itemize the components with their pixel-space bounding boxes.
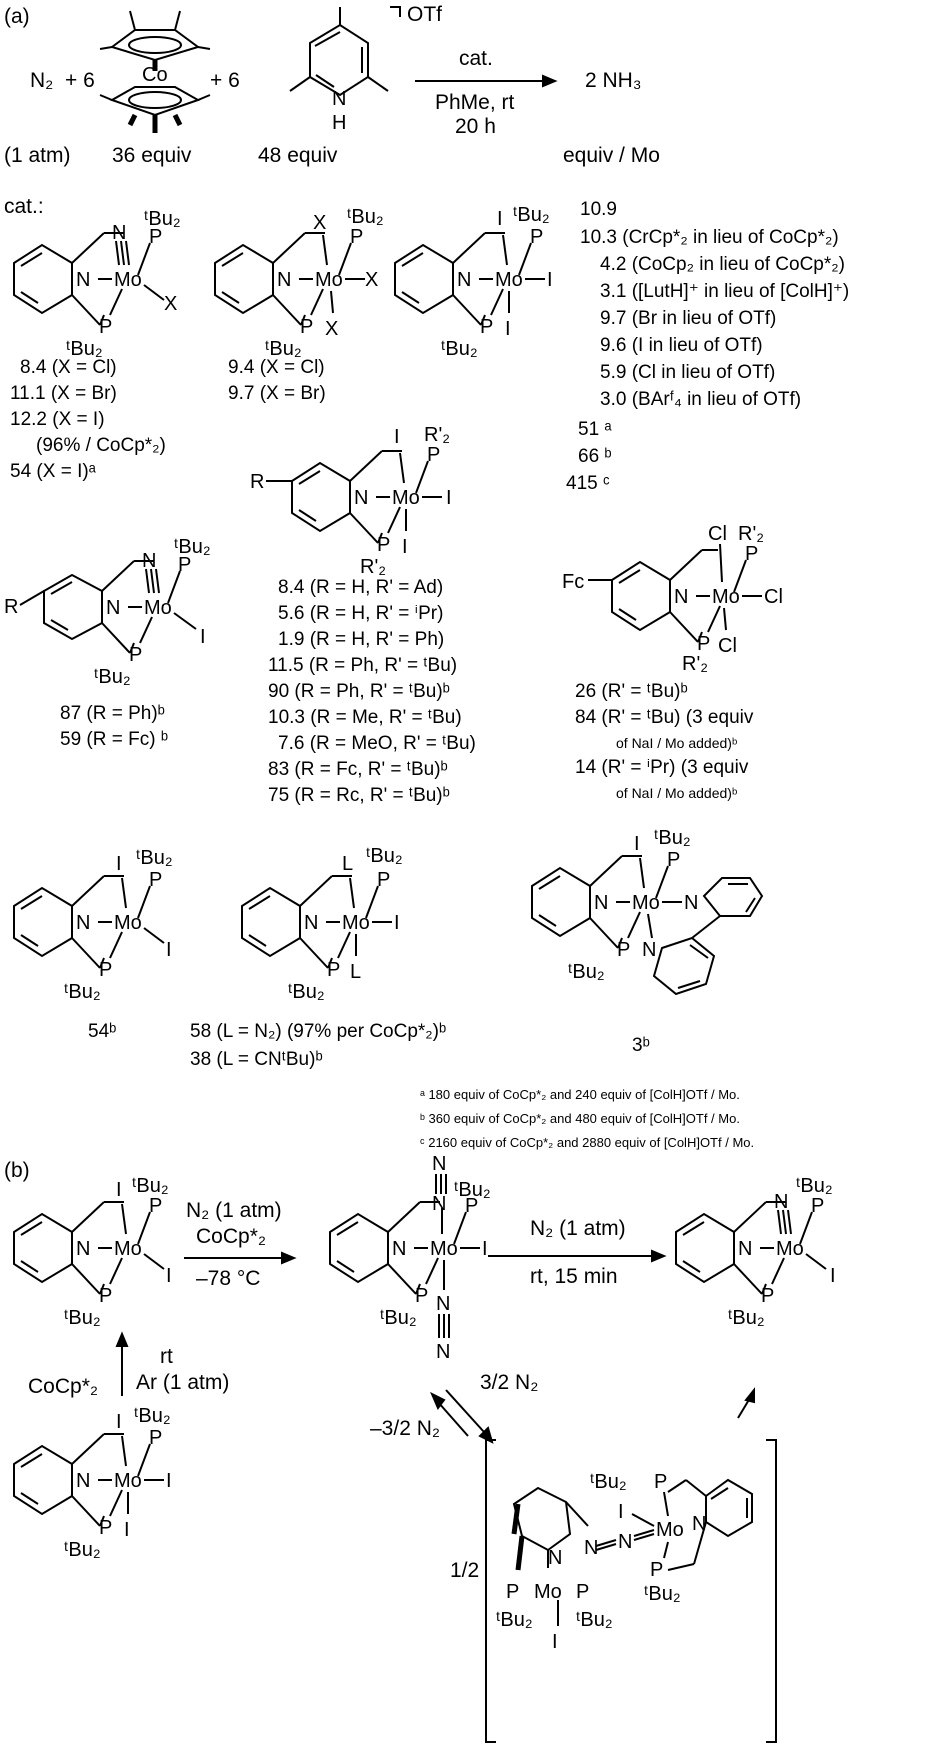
svg-text:P: P [129,644,143,666]
cocp2-equiv: 36 equiv [112,144,192,167]
value-line: 54 (X = I)ᵃ [10,461,96,482]
svg-text:I: I [116,1411,122,1433]
svg-text:P: P [149,869,163,891]
svg-text:P: P [149,226,163,248]
footnote-a: ᵃ 180 equiv of CoCp*₂ and 240 equiv of [ColH]OTf / Mo. [420,1087,740,1102]
svg-text:R'₂: R'₂ [360,556,387,578]
footnote-c: ᶜ 2160 equiv of CoCp*₂ and 2880 equiv of [ColH]OTf / Mo. [420,1135,755,1150]
solvent-temp: PhMe, rt [435,91,515,114]
svg-text:ᵗBu₂: ᵗBu₂ [568,961,605,983]
svg-text:I: I [394,426,400,448]
svg-text:I: I [830,1265,836,1287]
svg-text:N: N [738,1238,753,1260]
catalyst-4-structure [4,525,244,695]
catalyst-9-structure [522,818,782,1018]
b-up-arrow [115,1334,129,1396]
svg-text:I: I [166,939,172,961]
catalyst-7-structure [4,838,204,1008]
svg-text:P: P [178,554,192,576]
panel-a-label: (a) [4,5,30,28]
value-line: 90 (R = Ph, R' = ᵗBu)ᵇ [268,681,450,702]
svg-text:Mo: Mo [392,487,420,509]
svg-text:I: I [166,1265,172,1287]
cat-list-label: cat.: [4,195,44,218]
value-line: 1.9 (R = H, R' = Ph) [278,629,445,650]
svg-text:N: N [548,1547,563,1569]
b-up-atmosphere: Ar (1 atm) [136,1371,230,1394]
svg-text:X: X [365,269,379,291]
catalyst-6-structure [562,500,802,675]
b-arrow-2 [488,1251,664,1261]
svg-text:Mo: Mo [776,1238,804,1260]
svg-text:P: P [427,444,441,466]
collidinium-structure [250,5,400,140]
value-line: 59 (R = Fc) ᵇ [60,729,168,750]
svg-text:ᵗBu₂: ᵗBu₂ [64,1307,101,1329]
svg-text:Mo: Mo [315,269,343,291]
svg-text:P: P [99,316,113,338]
b-step2-n2: N₂ (1 atm) [530,1217,626,1240]
svg-text:Cl: Cl [718,635,737,657]
value-line: 3.1 ([LutH]⁺ in lieu of [ColH]⁺) [600,281,850,302]
svg-text:ᵗBu₂: ᵗBu₂ [347,206,384,228]
value-line: 8.4 (X = Cl) [20,357,117,378]
svg-text:I: I [497,208,503,230]
svg-text:Mo: Mo [495,269,523,291]
reactant-n2: N₂ [30,69,54,92]
svg-text:Mo: Mo [632,892,660,914]
svg-text:R: R [4,596,19,618]
svg-text:L: L [342,853,354,875]
value-line: 4.2 (CoCp₂ in lieu of CoCp*₂) [600,254,845,275]
svg-text:P: P [761,1285,775,1307]
b-up-reductant: CoCp*₂ [28,1375,99,1398]
svg-text:P: P [667,849,681,871]
coefficient-cocp: + 6 [65,69,95,92]
svg-text:N: N [76,1238,91,1260]
svg-text:ᵗBu₂: ᵗBu₂ [380,1307,417,1329]
svg-text:P: P [745,543,759,565]
svg-text:N: N [76,912,91,934]
value-line: 11.1 (X = Br) [10,383,117,404]
n2-pressure: (1 atm) [4,144,71,167]
reaction-arrow [415,76,555,86]
value-line: 7.6 (R = MeO, R' = ᵗBu) [278,733,476,754]
svg-text:ᵗBu₂: ᵗBu₂ [513,204,550,226]
svg-text:N: N [684,892,699,914]
svg-text:ᵗBu₂: ᵗBu₂ [496,1609,533,1631]
svg-text:ᵗBu₂: ᵗBu₂ [366,845,403,867]
svg-text:ᵗBu₂: ᵗBu₂ [132,1175,169,1197]
svg-text:P: P [377,869,391,891]
svg-text:I: I [116,853,122,875]
value-line: 10.3 (R = Me, R' = ᵗBu) [268,707,462,728]
svg-text:R'₂: R'₂ [682,653,709,675]
svg-text:N: N [432,1193,447,1215]
value-line: of NaI / Mo added)ᵇ [616,735,738,751]
svg-text:I: I [446,487,452,509]
value-line: 87 (R = Ph)ᵇ [60,703,165,724]
svg-text:P: P [99,1517,113,1539]
svg-text:N: N [642,939,657,961]
reaction-time: 20 h [455,115,496,138]
value-line: 415 ᶜ [566,473,610,494]
svg-text:P: P [697,633,711,655]
svg-text:I: I [505,318,511,340]
svg-text:I: I [618,1501,624,1523]
svg-text:N: N [76,1470,91,1492]
b-eq-loss: 3/2 N₂ [480,1371,539,1394]
value-line: 9.6 (I in lieu of OTf) [600,335,763,356]
svg-text:ᵗBu₂: ᵗBu₂ [288,981,325,1003]
svg-text:N: N [304,912,319,934]
svg-text:N: N [692,1513,707,1535]
catalyst-9-value: 3ᵇ [632,1035,650,1056]
svg-text:Mo: Mo [114,1238,142,1260]
value-line: 38 (L = CNᵗBu)ᵇ [190,1049,323,1070]
svg-text:ᵗBu₂: ᵗBu₂ [94,666,131,688]
svg-text:Mo: Mo [430,1238,458,1260]
b-bisn2-structure [320,1153,500,1378]
b-dimer-structure [496,1430,776,1740]
value-line: 75 (R = Rc, R' = ᵗBu)ᵇ [268,785,450,806]
catalyst-8-structure [232,838,432,1008]
svg-text:P: P [327,959,341,981]
svg-text:ᵗBu₂: ᵗBu₂ [454,1179,491,1201]
svg-text:R: R [250,471,265,493]
svg-text:P: P [480,316,494,338]
value-line: 11.5 (R = Ph, R' = ᵗBu) [268,655,458,676]
svg-text:ᵗBu₂: ᵗBu₂ [64,1539,101,1561]
svg-text:ᵗBu₂: ᵗBu₂ [144,208,181,230]
svg-text:Mo: Mo [114,269,142,291]
svg-text:N: N [106,597,121,619]
value-line: 8.4 (R = H, R' = Ad) [278,577,444,598]
svg-text:ᵗBu₂: ᵗBu₂ [654,827,691,849]
svg-text:ᵗBu₂: ᵗBu₂ [134,1405,171,1427]
svg-text:N: N [432,1153,447,1175]
svg-text:I: I [394,912,400,934]
svg-text:N: N [142,550,157,572]
svg-text:Cl: Cl [764,586,783,608]
svg-text:N: N [594,892,609,914]
svg-text:ᵗBu₂: ᵗBu₂ [66,338,103,360]
svg-text:ᵗBu₂: ᵗBu₂ [136,847,173,869]
svg-text:P: P [650,1559,664,1581]
b-start-structure [4,1175,204,1330]
svg-text:P: P [377,534,391,556]
value-line: 10.9 [580,199,617,220]
panel-b-label: (b) [4,1159,30,1182]
catalyst-label: cat. [459,47,493,70]
b-moi3-structure [4,1400,204,1560]
svg-text:ᵗBu₂: ᵗBu₂ [441,338,478,360]
value-line: 14 (R' = ⁱPr) (3 equiv [575,757,749,778]
svg-text:Mo: Mo [656,1519,684,1541]
svg-text:P: P [99,959,113,981]
svg-text:Fc: Fc [562,571,585,593]
svg-text:N: N [277,269,292,291]
nh-hydrogen: H [332,112,347,134]
svg-text:ᵗBu₂: ᵗBu₂ [265,338,302,360]
svg-text:Cl: Cl [708,523,727,545]
triflate-counterion: OTf [407,3,442,26]
svg-text:N: N [76,269,91,291]
svg-text:Mo: Mo [342,912,370,934]
b-step1-temp: –78 °C [196,1267,261,1290]
coefficient-lutidinium: + 6 [210,69,240,92]
svg-text:ᵗBu₂: ᵗBu₂ [796,1175,833,1197]
svg-text:P: P [149,1195,163,1217]
svg-text:ᵗBu₂: ᵗBu₂ [64,981,101,1003]
lutidinium-equiv: 48 equiv [258,144,338,167]
catalyst-2-structure [205,195,405,360]
svg-text:N: N [392,1238,407,1260]
svg-text:Mo: Mo [114,1470,142,1492]
b-eq-gain: –3/2 N₂ [370,1417,441,1440]
value-line: (96% / CoCp*₂) [36,435,166,456]
catalyst-5-structure [250,395,490,578]
svg-text:R'₂: R'₂ [424,424,451,446]
cobalt-atom: Co [142,64,168,86]
b-half-coefficient: 1/2 [450,1559,480,1582]
svg-text:L: L [350,961,362,983]
svg-text:P: P [654,1471,668,1493]
svg-text:N: N [774,1191,789,1213]
cocp2-structure [100,5,210,140]
catalyst-7-value: 54ᵇ [88,1021,117,1042]
svg-text:P: P [149,1427,163,1449]
svg-text:X: X [325,318,339,340]
svg-text:P: P [300,316,314,338]
svg-text:P: P [415,1285,429,1307]
svg-text:N: N [112,222,127,244]
nh-nitrogen: N [332,88,347,110]
svg-text:R'₂: R'₂ [738,523,765,545]
value-line: 3.0 (BArᶠ₄ in lieu of OTf) [600,389,802,410]
svg-text:N: N [674,586,689,608]
svg-text:N: N [618,1531,633,1553]
b-product-structure [666,1175,866,1330]
product-unit: equiv / Mo [563,144,660,167]
value-line: 58 (L = N₂) (97% per CoCp*₂)ᵇ [190,1021,447,1042]
svg-text:I: I [547,269,553,291]
svg-text:ᵗBu₂: ᵗBu₂ [590,1471,627,1493]
svg-text:P: P [617,939,631,961]
svg-text:I: I [482,1238,488,1260]
svg-text:P: P [350,226,364,248]
svg-text:I: I [116,1179,122,1201]
value-line: 9.7 (X = Br) [228,383,326,404]
svg-text:P: P [811,1195,825,1217]
catalyst-1-structure [4,195,204,360]
b-up-temp: rt [160,1345,173,1368]
svg-text:P: P [530,226,544,248]
product-nh3: 2 NH₃ [585,69,642,92]
b-step2-cond: rt, 15 min [530,1265,618,1288]
value-line: 12.2 (X = I) [10,409,105,430]
b-step1-reductant: CoCp*₂ [196,1225,267,1248]
value-line: 5.6 (R = H, R' = ⁱPr) [278,603,444,624]
svg-text:I: I [552,1631,558,1653]
svg-text:I: I [402,536,408,558]
svg-text:P: P [465,1195,479,1217]
svg-text:N: N [354,487,369,509]
svg-text:N: N [436,1341,451,1363]
svg-text:P: P [576,1581,590,1603]
svg-text:Mo: Mo [114,912,142,934]
b-step1-n2: N₂ (1 atm) [186,1199,282,1222]
value-line: of NaI / Mo added)ᵇ [616,785,738,801]
svg-text:N: N [457,269,472,291]
svg-text:N: N [436,1293,451,1315]
value-line: 5.9 (Cl in lieu of OTf) [600,362,776,383]
svg-text:I: I [166,1470,172,1492]
svg-text:ᵗBu₂: ᵗBu₂ [174,536,211,558]
svg-text:Mo: Mo [144,597,172,619]
svg-text:Mo: Mo [712,586,740,608]
svg-text:X: X [313,212,327,234]
b-arrow-1 [184,1253,294,1263]
svg-text:I: I [200,626,206,648]
catalyst-3-structure [385,195,565,360]
svg-text:I: I [634,833,640,855]
svg-text:Mo: Mo [534,1581,562,1603]
value-line: 9.4 (X = Cl) [228,357,325,378]
svg-text:ᵗBu₂: ᵗBu₂ [576,1609,613,1631]
value-line: 10.3 (CrCp*₂ in lieu of CoCp*₂) [580,227,839,248]
footnote-b: ᵇ 360 equiv of CoCp*₂ and 480 equiv of [ColH]OTf / Mo. [420,1111,740,1126]
svg-text:P: P [99,1285,113,1307]
svg-text:ᵗBu₂: ᵗBu₂ [728,1307,765,1329]
svg-text:I: I [124,1519,130,1541]
svg-text:ᵗBu₂: ᵗBu₂ [644,1583,681,1605]
svg-text:P: P [506,1581,520,1603]
value-line: 51 ᵃ [578,419,612,440]
svg-text:X: X [164,293,178,315]
value-line: 66 ᵇ [578,446,612,467]
value-line: 83 (R = Fc, R' = ᵗBu)ᵇ [268,759,448,780]
value-line: 9.7 (Br in lieu of OTf) [600,308,777,329]
b-dimer-to-product-arrow [736,1390,756,1420]
value-line: 84 (R' = ᵗBu) (3 equiv [575,707,754,728]
value-line: 26 (R' = ᵗBu)ᵇ [575,681,688,702]
svg-text:N: N [584,1537,599,1559]
